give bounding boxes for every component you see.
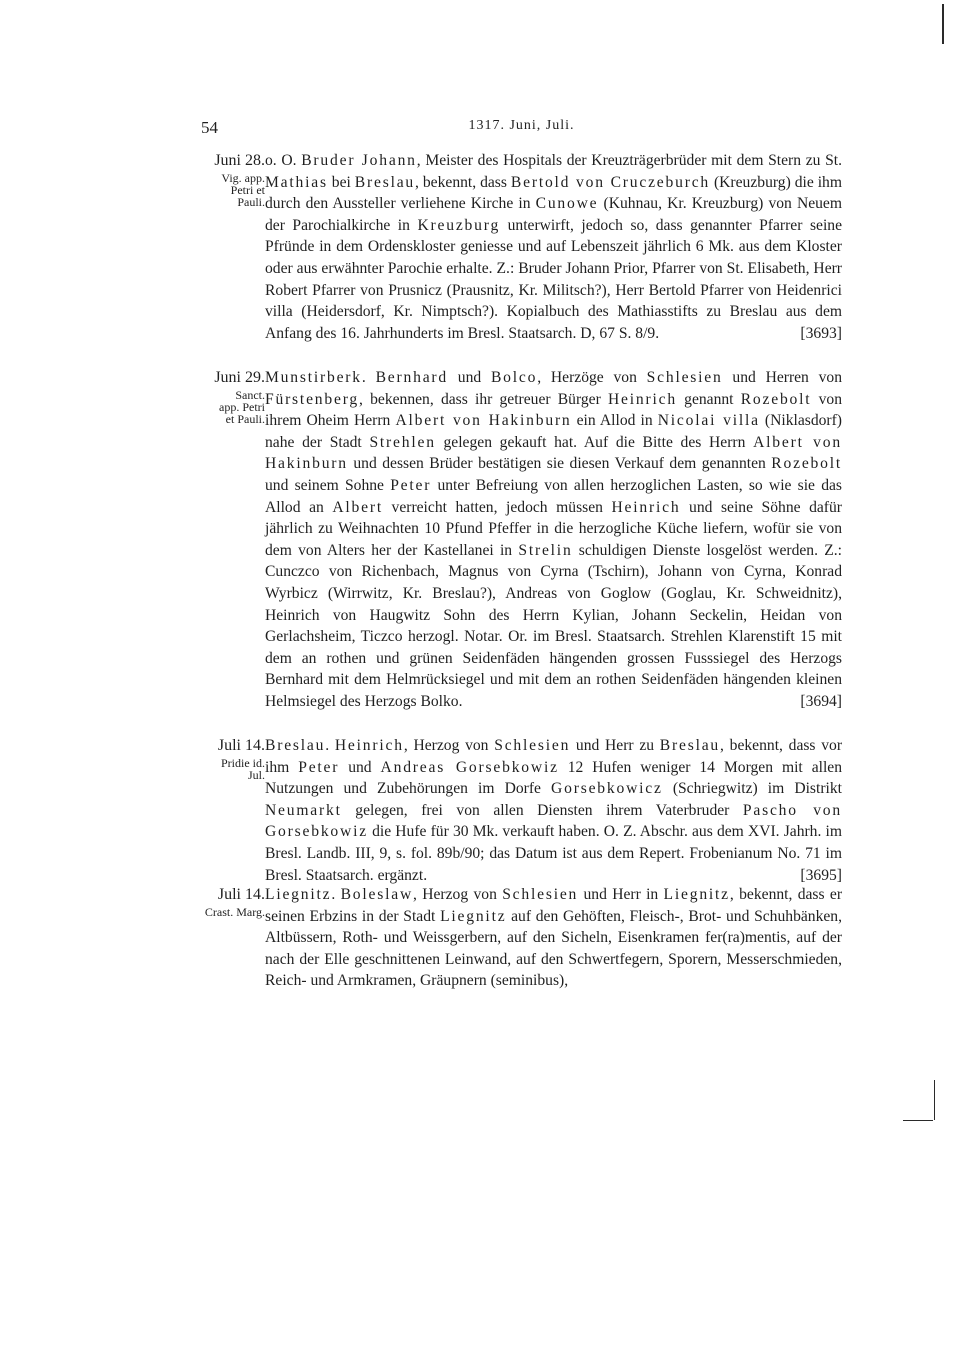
spaced-name: Schlesien xyxy=(646,369,723,386)
spaced-name: Rozebolt xyxy=(740,390,812,408)
spaced-name: Bruder Johann xyxy=(301,152,417,169)
entry-date: Juni 29. xyxy=(214,369,265,386)
spaced-name: Cunowe xyxy=(535,195,599,213)
entry-date: Juni 28. xyxy=(214,152,265,169)
feast-line: Vig. app. xyxy=(221,171,265,185)
entry-3693 xyxy=(185,150,842,365)
spaced-name: Bertold von Cruczeburch xyxy=(510,173,711,191)
spaced-name: Peter xyxy=(390,476,432,494)
spaced-name: Strelin xyxy=(518,541,573,559)
entry-date: Juli 14. xyxy=(217,886,265,903)
spaced-name: Neumarkt xyxy=(265,801,342,819)
spaced-name: Strehlen xyxy=(369,433,436,451)
entry-text xyxy=(265,150,842,344)
spaced-name: Liegnitz xyxy=(663,886,730,903)
scan-edge-mark xyxy=(903,1120,933,1121)
entry-body: Liegnitz. Boleslaw, Herzog von Schlesien und Herr in Liegnitz, bekennt, dass er seinen Erbzins in der Stadt Liegnitz auf den Gehöften, Fleisch-, Brot- und Schuhbänken, Altbüssern, Roth- und Weissgerbern, auf den Sicheln, Eisenkramen fer(ra)mentis, auf der nach der Elle geschnittenen Leinwand, auf den Schwertfegern, Sporern, Messerschmieden, Reich- und Armkramen, Gräupnern (seminibus), xyxy=(265,886,843,990)
spaced-name: Kreuzburg xyxy=(417,216,501,234)
regest-number: [3693] xyxy=(800,324,842,342)
spaced-name: Bolco xyxy=(490,369,538,386)
entry-body: Breslau. Heinrich, Herzog von Schlesien und Herr zu Breslau, bekennt, dass vor ihm Peter und Andreas Gorsebkowiz 12 Hufen weniger 14 Morgen mit allen Nutzungen und Zubehörungen im Dorfe Gorsebkowicz (Schriegwitz) im Distrikt Neumarkt gelegen, frei von allen Diensten ihrem Vaterbruder Pascho von Gorsebkowiz die Hufe für 30 Mk. verkauft haben. O. Z. Abschr. aus dem XVI. Jahrh. im Bresl. Landb. III, 9, s. fol. 89b/90; das Datum ist aus dem Repert. Frobenianum No. 71 im Bresl. Staatsarch. ergänzt. [3695] xyxy=(265,735,842,886)
entry-date-column xyxy=(185,367,265,425)
spaced-name: Albert xyxy=(332,498,383,516)
spaced-name: Heinrich xyxy=(611,498,681,516)
entry-date-column xyxy=(185,735,265,781)
spaced-name: Mathias xyxy=(265,173,328,191)
spaced-name: Heinrich xyxy=(607,390,677,408)
spaced-name: Andreas Gorsebkowiz xyxy=(380,758,559,776)
entry-text xyxy=(265,735,842,886)
entry-3694 xyxy=(185,367,842,733)
entry-date: Juli 14. xyxy=(217,737,265,754)
spaced-name: Pascho von Gorsebkowiz xyxy=(265,801,842,841)
feast-line: Pauli. xyxy=(237,195,265,209)
feast-line: Pridie id. xyxy=(221,756,265,770)
spaced-name: Munstirberk xyxy=(265,369,362,386)
entry-body: Munstirberk. Bernhard und Bolco, Herzöge von Schlesien und Herren von Fürstenberg, bekennen, dass ihr getreuer Bürger Heinrich genannt Rozebolt von ihrem Oheim Herrn Albert von Hakinburn ein Allod in Nicolai villa (Niklasdorf) nahe der Stadt Strehlen gelegen gekauft hat. Auf die Bitte des Herrn Albert von Hakinburn und dessen Brüder bestätigen sie diesen Verkauf dem genannten Rozebolt und seinem Sohne Peter unter Befreiung von allen herzoglichen Lasten, so wie sie das Allod an Albert verreicht hatten, jedoch müssen Heinrich und seine Söhne dafür jährlich zu Weihnachten 10 Pfund Pfeffer in die herzogliche Küche liefern, wofür sie von dem von Alters her der Kastellanei in Strelin schuldigen Dienste losgelöst werden. Z.: Cunczco von Richenbach, Magnus von Cyrna (Tschirn), Johann von Cyrna, Konrad Wyrbicz (Wirrwitz, Kr. Breslau?), Andreas von Goglow (Goglau, Kr. Schweidnitz), Heinrich von Haugwitz Sohn des Herrn Kylian, Johann Seckelin, Heidan von Gerlachsheim, Ticzco herzogl. Notar. Or. im Bresl. Staatsarch. Strehlen Klarenstift 15 mit dem an rothen und grünen Seidenfäden hängenden grossen Fusssiegel des Herzogs Bernhard mit dem Helmrücksiegel und mit dem an rothen Seidenfäden hängenden kleinen Helmsiegel des Herzogs Bolko. [3694] xyxy=(265,367,842,713)
spaced-name: Peter xyxy=(298,758,340,776)
spaced-name: Rozebolt xyxy=(771,455,842,473)
feast-line: app. Petri xyxy=(219,400,265,414)
entry-3695 xyxy=(185,735,843,884)
spaced-name: Albert von Hakinburn xyxy=(395,412,572,430)
spaced-name: Breslau xyxy=(265,737,326,754)
spaced-name: Schlesien xyxy=(494,737,571,754)
page-header xyxy=(201,118,842,144)
spaced-name: Boleslaw xyxy=(340,886,414,903)
regest-number: [3695] xyxy=(800,866,842,884)
regest-number: [3694] xyxy=(800,692,842,710)
spaced-name: Gorsebkowicz xyxy=(551,780,663,798)
feast-line: Petri et xyxy=(230,183,265,197)
feast-line: Crast. Marg. xyxy=(204,905,265,919)
entry-text xyxy=(265,884,842,992)
feast-line: Sanct. xyxy=(235,388,265,402)
entry-body: o. O. Bruder Johann, Meister des Hospitals der Kreuzträgerbrüder mit dem Stern zu St. Mathias bei Breslau, bekennt, dass Bertold von Cruczeburch (Kreuzburg) die ihm durch den Aussteller verliehene Kirche in Cunowe (Kuhnau, Kr. Kreuzburg) von Neuem der Parochialkirche in Kreuzburg unterwirft, jedoch so, dass genannter Pfarrer seine Pfründe in dem Ordenskloster geniesse und auf Lebenszeit jährlich 6 Mk. aus dem Kloster oder aus erwähnter Parochie erhalte. Z.: Bruder Johann Prior, Pfarrer von St. Elisabeth, Herr Robert Pfarrer von Prusnicz (Prausnitz, Kr. Militsch?), Herr Bertold Pfarrer von Heidenrici villa (Heidersdorf, Kr. Nimptsch?). Kopialbuch des Mathiasstifts zu Breslau aus dem Anfang des 16. Jahrhunderts im Bresl. Staatsarch. D, 67 S. 8/9. [3693] xyxy=(265,150,842,344)
spaced-name: Bernhard xyxy=(375,369,449,386)
spaced-name: Nicolai villa xyxy=(657,412,760,430)
entry-date-column xyxy=(185,150,265,208)
spaced-name: Liegnitz xyxy=(440,907,507,925)
spaced-name: Breslau xyxy=(659,737,721,754)
spaced-name: Albert von Hakinburn xyxy=(265,433,842,473)
scan-edge-mark xyxy=(934,1080,935,1120)
entry-date-column xyxy=(185,884,265,918)
scan-edge-mark xyxy=(942,4,944,44)
feast-line: et Pauli. xyxy=(225,412,265,426)
spaced-name: Liegnitz xyxy=(265,886,332,903)
entry-text xyxy=(265,367,842,713)
feast-line: Jul. xyxy=(247,768,265,782)
spaced-name: Fürstenberg xyxy=(265,390,360,408)
page-number: 54 xyxy=(201,118,218,137)
spaced-name: Heinrich xyxy=(334,737,404,754)
spaced-name: Schlesien xyxy=(502,886,579,903)
entry-3696 xyxy=(185,884,842,1024)
spaced-name: Breslau xyxy=(354,173,416,191)
running-title: 1317. Juni, Juli. xyxy=(468,118,575,133)
